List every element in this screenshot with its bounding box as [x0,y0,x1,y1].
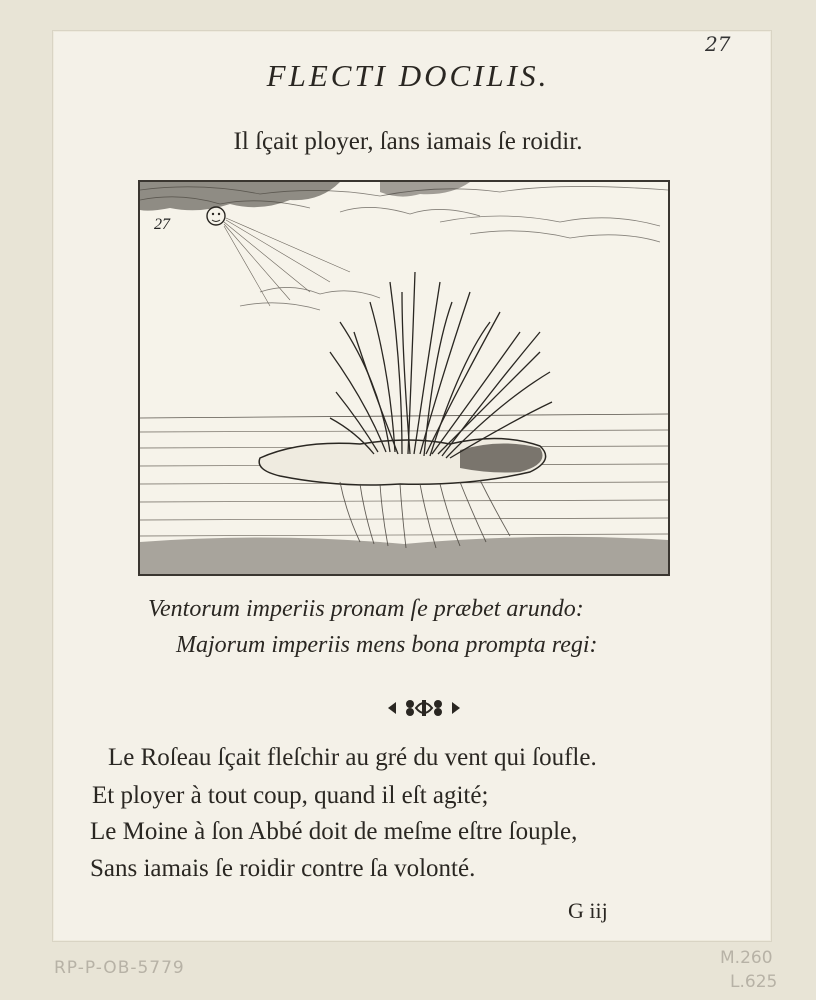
wind-cherub-icon [207,207,225,225]
plate-number: 27 [154,216,170,233]
french-verse-line-1: Le Roſeau ſçait fleſchir au gré du vent qui ſoufle. [108,744,597,771]
french-verse-line-2: Et ployer à tout coup, quand il eſt agité; [92,782,489,809]
french-verse-line-3: Le Moine à ſon Abbé doit de meſme eſtre ſouple, [90,818,578,845]
latin-verse-line-1: Ventorum imperiis pronam ſe præbet arundo: [148,596,584,622]
reed-clump-engraving [140,182,668,574]
fleuron-ornament-icon [386,696,462,720]
folio-number: 27 [705,32,731,56]
catalogue-mark-2: L.625 [730,972,778,992]
french-verse-line-4: Sans iamais ſe roidir contre ſa volonté. [90,855,476,882]
latin-verse-line-2: Majorum imperiis mens bona prompta regi: [176,632,598,658]
signature-mark: G iij [568,898,608,923]
motto-subtitle: Il ſçait ployer, ſans iamais ſe roidir. [233,128,583,155]
inventory-number: RP-P-OB-5779 [54,958,185,978]
motto-title: FLECTI DOCILIS. [266,58,550,93]
catalogue-mark-1: M.260 [720,948,773,968]
emblem-engraving [138,180,670,576]
